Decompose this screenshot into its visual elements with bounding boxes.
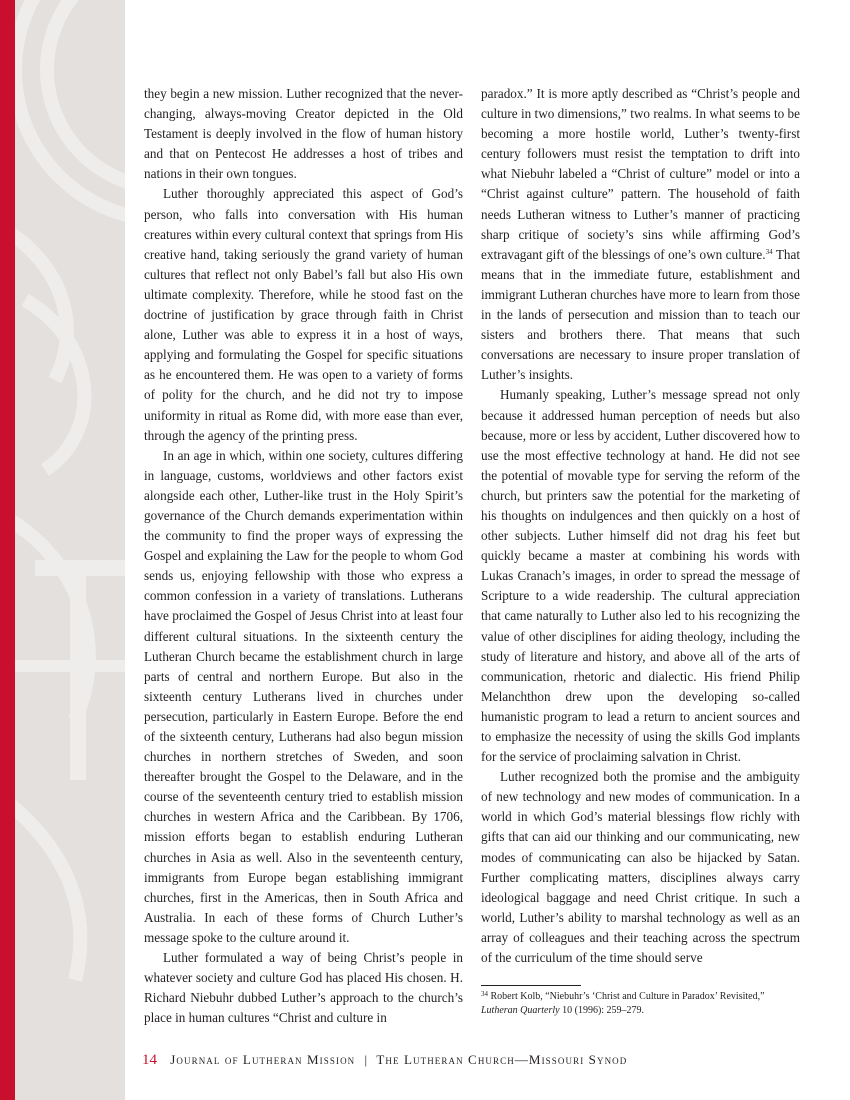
page-footer — [142, 1052, 627, 1069]
footnote-divider — [481, 985, 581, 986]
paragraph: Luther thoroughly appreciated this aspect of God’s person, who falls into conversation with His human creatures within every cultural context that springs from His creative hand, taking seriously the grand variety of human cultures that reflect not only Babel’s fall but also His own ultimate complexity. Therefore, while he stood fast on the doctrine of justification by grace through faith in Christ alone, Luther was able to express it in a host of ways, applying and formulating the Gospel for specific situations as he encountered them. He was open to a variety of forms of polity for the church, and he did not try to impose uniformity in ritual as Rome did, with more ease than ever, through the agency of the printing press. — [144, 186, 463, 443]
journal-name: Journal of Lutheran Mission — [170, 1052, 356, 1067]
paragraph: they begin a new mission. Luther recognized that the never-changing, always-moving Creator depicted in the Old Testament is deeply involved in the flow of human history and that on Pentecost He addresses a host of tribes and nations in their own tongues. — [144, 86, 463, 182]
footnote-number: 34 — [481, 990, 488, 998]
watermark-seal-icon — [15, 0, 125, 1100]
paragraph: Luther formulated a way of being Christ’s people in whatever society and culture God has placed His chosen. H. Richard Niebuhr dubbed Luther’s approach to the church’s place in human cultures “Christ and culture in — [144, 950, 463, 1026]
page-number: 14 — [142, 1052, 157, 1068]
footnote-text: 10 (1996): 259–279. — [559, 1005, 645, 1016]
decorative-side-panel — [15, 0, 125, 1100]
paragraph: Luther recognized both the promise and the ambiguity of new technology and new modes of communication. In a world in which God’s material blessings flow richly with gifts that can aid our thinking and our communicating, new modes of communicating can also be hijacked by Satan. Further complicating matters, disciplines always carry ideological baggage and need Christ critique. In such a world, Luther’s ability to marshal technology as well as an array of colleagues and their teaching across the spectrum of the curriculum of the time should serve — [481, 769, 800, 966]
paragraph: Humanly speaking, Luther’s message spread not only because it addressed human perception of needs but also because, more or less by accident, Luther discovered how to use the most effective technology at hand. He did not see the potential of movable type for serving the reform of the church, but printers saw the potential for the marketing of his thoughts on indulgences and then quickly on a host of other subjects. Luther himself did not drag his feet but quickly became a master at combining his words with Lukas Cranach’s images, in order to spread the message of Scripture to a wide readership. The cultural appreciation that came naturally to Luther also led to his recognizing the value of other disciplines for aiding theology, including the study of literature and history, and above all of the arts of communication, rhetoric and dialectic. His friend Philip Melanchthon drew upon the developing so-called humanistic program to lead a return to ancient sources and to emphasize the necessity of using the skills God implants for the service of proclaiming salvation in Christ. — [481, 387, 800, 765]
paragraph-text: That means that in the immediate future, establishment and immigrant Lutheran churches have more to learn from those in the lands of persecution and mission than to teach our sisters and brothers there. That means that such conversations are necessary to insure proper translation of Luther’s insights. — [481, 246, 801, 383]
left-column — [144, 84, 463, 1028]
right-column — [481, 84, 800, 968]
paragraph-text: paradox.” It is more aptly described as “Christ’s people and culture in two dimensions,” two realms. In what seems to be becoming a more hostile world, Luther’s twenty-first century followers must resist the temptation to drift into what Niebuhr labeled a “Christ of culture” model or into a “Christ against culture” pattern. The household of faith needs Lutheran witness to Luther’s manner of practicing sharp critique of society’s sins while affirming God’s extravagant gift of the blessings of one’s own culture. — [481, 86, 800, 262]
footer-separator: | — [364, 1052, 368, 1067]
footnote-text: Robert Kolb, “Niebuhr’s ‘Christ and Culture in Paradox’ Revisited,” — [488, 991, 765, 1002]
red-edge-bar — [0, 0, 15, 1100]
footnote — [481, 990, 801, 1018]
publisher-name: The Lutheran Church—Missouri Synod — [376, 1052, 628, 1067]
paragraph: In an age in which, within one society, cultures differing in language, customs, worldviews and other factors exist alongside each other, Luther-like trust in the Holy Spirit’s governance of the Church demands experimentation within the community to find the proper ways of expressing the Gospel and explaining the Law for the people to whom God sends us, enjoying fellowship with those who express a common confession in a variety of translations. Lutherans have proclaimed the Gospel of Jesus Christ into at least four different cultural situations. In the sixteenth century the Lutheran Church became the establishment church in large parts of central and northern Europe. But also in the sixteenth century Lutherans lived in churches under persecution, particularly in Eastern Europe. Before the end of the sixteenth century, Lutherans had also begun mission churches in northern stretches of Sweden, and soon thereafter brought the Gospel to the Delaware, and in the course of the seventeenth century tried to establish mission churches in western Africa and the Caribbean. By 1706, mission efforts began to establish enduring Lutheran churches in Asia as well. Also in the seventeenth century, immigrants from Europe began establishing immigrant churches, first in the Americas, then in South Africa and Australia. In each of these forms of Church Luther’s message spoke to the culture around it. — [144, 447, 463, 945]
footnote-journal-title: Lutheran Quarterly — [481, 1005, 560, 1016]
paragraph — [481, 84, 800, 385]
footnote-reference[interactable]: 34 — [765, 247, 773, 256]
